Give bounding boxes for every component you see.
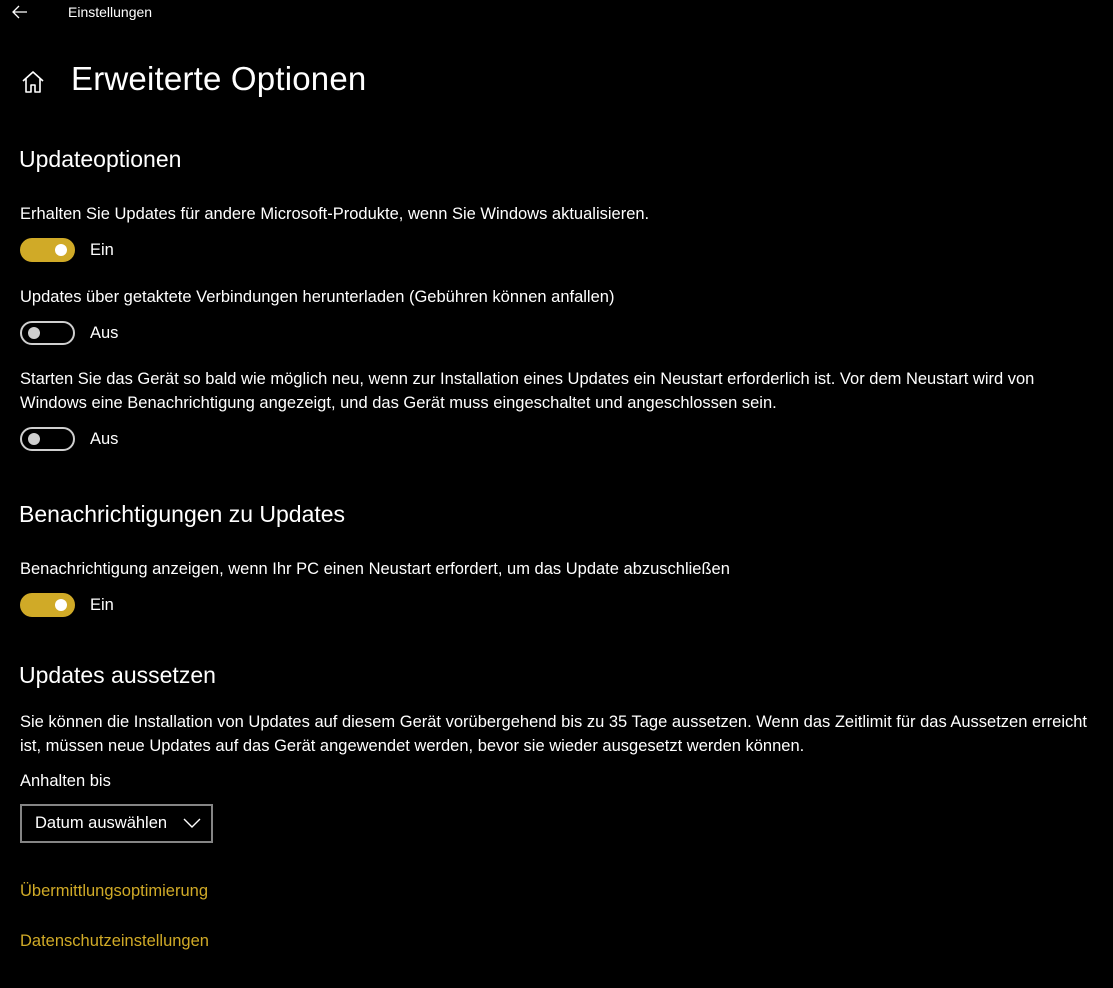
back-arrow-icon[interactable] xyxy=(10,2,30,22)
setting-description-other-products: Erhalten Sie Updates für andere Microsoft-Produkte, wenn Sie Windows aktualisieren. xyxy=(20,205,650,223)
link-delivery-optimization[interactable]: Übermittlungsoptimierung xyxy=(20,882,209,900)
page-title: Erweiterte Optionen xyxy=(71,60,367,97)
toggle-row-metered-connections xyxy=(20,320,118,346)
chevron-down-icon xyxy=(183,816,201,830)
home-icon[interactable] xyxy=(20,69,46,95)
toggle-row-other-products xyxy=(20,237,114,263)
section-heading-pause-updates: Updates aussetzen xyxy=(19,662,216,688)
pause-until-dropdown[interactable] xyxy=(20,804,213,843)
pause-updates-description: Sie können die Installation von Updates auf diesem Gerät vorübergehend bis zu 35 Tage aussetzen. Wenn das Zeitlimit für das Aussetzen erreicht ist, müssen neue Updates auf das Gerät angewendet werden, bevor sie wieder ausgesetzt werden können. xyxy=(20,713,1088,755)
setting-description-restart-asap: Starten Sie das Gerät so bald wie möglich neu, wenn zur Installation eines Updates ein Neustart erforderlich ist. Vor dem Neustart wird von Windows eine Benachrichtigung angezeigt, und das Gerät muss eingeschaltet und angeschlossen sein. xyxy=(20,370,1035,412)
toggle-row-restart-notification xyxy=(20,592,114,618)
title-bar xyxy=(0,0,1113,24)
toggle-state-label: Ein xyxy=(90,595,114,614)
toggle-state-label: Aus xyxy=(90,429,119,448)
toggle-other-products[interactable] xyxy=(20,238,75,262)
toggle-row-restart-asap xyxy=(20,426,118,452)
toggle-knob xyxy=(55,599,67,611)
dropdown-selected-value: Datum auswählen xyxy=(35,814,168,832)
link-privacy-settings[interactable]: Datenschutzeinstellungen xyxy=(20,932,209,950)
pause-until-label: Anhalten bis xyxy=(20,772,111,790)
toggle-metered-connections[interactable] xyxy=(20,321,75,345)
section-heading-update-notifications: Benachrichtigungen zu Updates xyxy=(19,501,346,527)
toggle-restart-notification[interactable] xyxy=(20,593,75,617)
home-button[interactable] xyxy=(20,69,46,95)
toggle-knob xyxy=(55,244,67,256)
back-button[interactable] xyxy=(10,2,30,22)
setting-description-metered-connections: Updates über getaktete Verbindungen herunterladen (Gebühren können anfallen) xyxy=(20,288,615,306)
toggle-restart-asap[interactable] xyxy=(20,427,75,451)
toggle-state-label: Aus xyxy=(90,323,119,342)
toggle-knob xyxy=(28,433,40,445)
window-title: Einstellungen xyxy=(68,4,153,20)
toggle-state-label: Ein xyxy=(90,240,114,259)
setting-description-restart-notification: Benachrichtigung anzeigen, wenn Ihr PC einen Neustart erfordert, um das Update abzuschließen xyxy=(20,560,730,578)
toggle-knob xyxy=(28,327,40,339)
section-heading-update-options: Updateoptionen xyxy=(19,146,182,172)
